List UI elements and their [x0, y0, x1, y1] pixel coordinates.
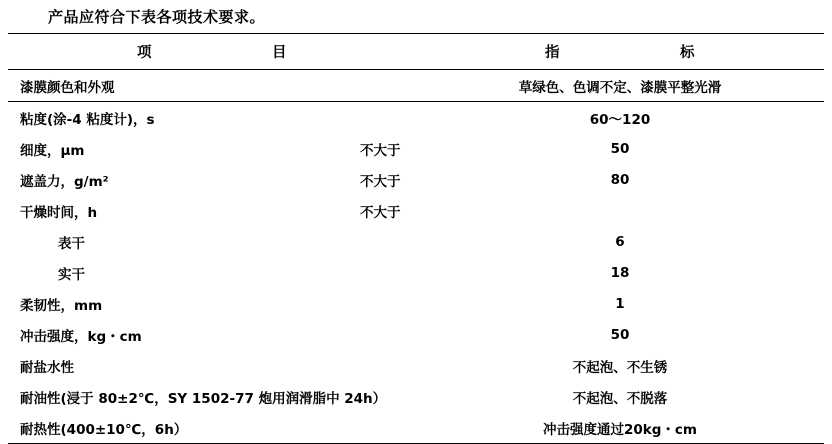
item-label: 干燥时间，h — [20, 204, 98, 221]
value-text: 不起泡、不脱落 — [572, 390, 668, 407]
spec-table — [8, 33, 824, 444]
value-cell — [416, 319, 824, 350]
item-qualifier: 不大于 — [360, 173, 401, 190]
table-row — [8, 412, 824, 444]
item-label: 冲击强度，kg・cm — [20, 328, 142, 345]
item-cell — [8, 102, 416, 134]
table-row — [8, 195, 824, 226]
table-row — [8, 102, 824, 134]
value-cell — [416, 288, 824, 319]
item-label: 耐盐水性 — [20, 359, 74, 376]
value-text: 草绿色、色调不定、漆膜平整光滑 — [518, 79, 722, 96]
item-label: 粘度(涂-4 粘度计)，s — [20, 111, 155, 128]
item-label: 表干 — [58, 235, 85, 252]
table-header-row — [8, 34, 824, 70]
table-row — [8, 257, 824, 288]
item-label: 漆膜颜色和外观 — [20, 79, 115, 96]
value-text: 1 — [615, 295, 625, 312]
table-row — [8, 133, 824, 164]
table-row — [8, 319, 824, 350]
item-cell — [8, 381, 416, 412]
value-cell — [416, 195, 824, 226]
item-qualifier: 不大于 — [360, 204, 401, 221]
item-cell — [8, 195, 416, 226]
item-cell — [8, 164, 416, 195]
header-item-char-1: 项 — [137, 45, 152, 61]
table-row — [8, 70, 824, 102]
value-text: 50 — [610, 326, 630, 343]
value-cell — [416, 381, 824, 412]
item-cell — [8, 288, 416, 319]
header-cell-item — [8, 34, 416, 70]
value-cell — [416, 164, 824, 195]
item-cell — [8, 133, 416, 164]
value-cell — [416, 412, 824, 444]
value-text: 不起泡、不生锈 — [572, 359, 668, 376]
header-item-char-2: 目 — [272, 45, 287, 61]
value-cell — [416, 257, 824, 288]
item-label: 耐油性(浸于 80±2℃，SY 1502-77 炮用润滑脂中 24h） — [20, 390, 387, 407]
table-row — [8, 350, 824, 381]
value-text: 60～120 — [589, 111, 651, 128]
value-text: 18 — [610, 264, 630, 281]
value-cell — [416, 133, 824, 164]
value-text: 冲击强度通过20kg・cm — [543, 421, 697, 438]
header-spec-char-2: 标 — [680, 45, 695, 61]
item-cell — [8, 350, 416, 381]
table-row — [8, 381, 824, 412]
value-text: 6 — [615, 233, 625, 250]
value-cell — [416, 350, 824, 381]
table-row — [8, 164, 824, 195]
item-cell — [8, 70, 416, 102]
value-cell — [416, 70, 824, 102]
item-cell — [8, 257, 416, 288]
item-label: 遮盖力，g/m² — [20, 173, 109, 190]
table-row — [8, 226, 824, 257]
value-text: 80 — [610, 171, 630, 188]
intro-paragraph: 产品应符合下表各项技术要求。 — [48, 8, 266, 26]
item-cell — [8, 226, 416, 257]
item-qualifier: 不大于 — [360, 142, 401, 159]
header-spec-char-1: 指 — [545, 45, 560, 61]
item-label: 细度，μm — [20, 142, 85, 159]
item-cell — [8, 319, 416, 350]
item-cell — [8, 412, 416, 444]
value-text: 50 — [610, 140, 630, 157]
spec-table-container — [8, 33, 824, 444]
item-label: 实干 — [58, 266, 85, 283]
table-row — [8, 288, 824, 319]
item-label: 耐热性(400±10℃，6h） — [20, 421, 188, 438]
header-cell-spec — [416, 34, 824, 70]
value-cell — [416, 226, 824, 257]
item-label: 柔韧性，mm — [20, 297, 103, 314]
value-cell — [416, 102, 824, 134]
